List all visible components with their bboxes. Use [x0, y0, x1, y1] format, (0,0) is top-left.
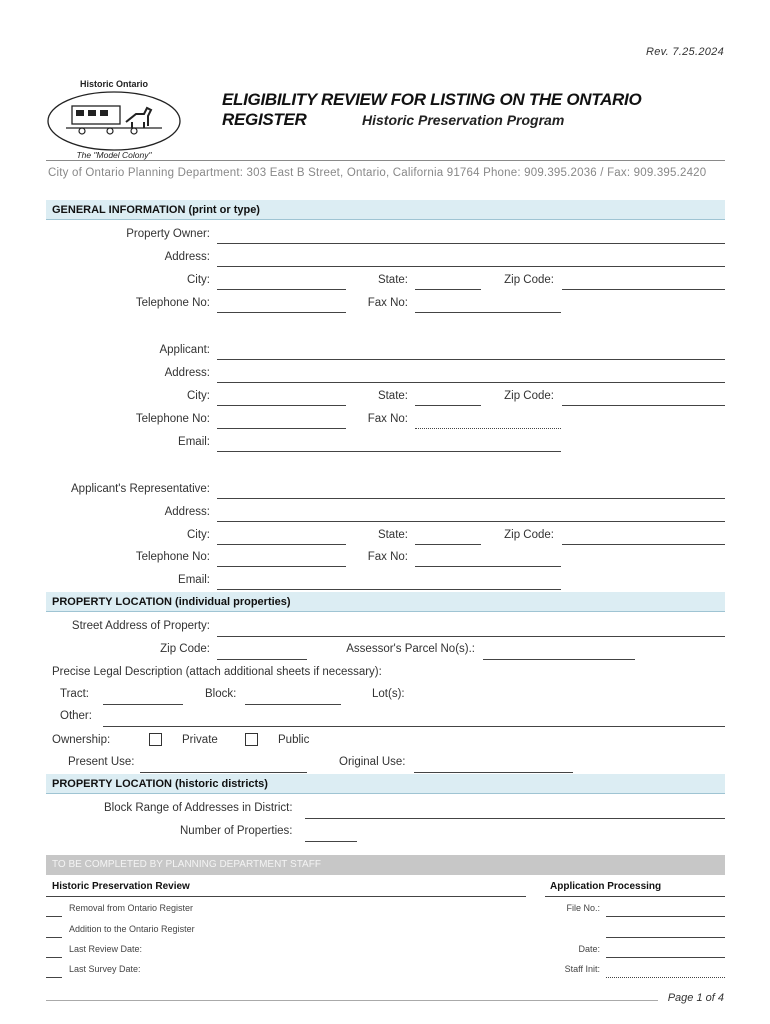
owner-zip-field[interactable]	[562, 289, 725, 290]
applicant-email-label: Email:	[178, 436, 210, 448]
other-label: Other:	[60, 710, 92, 722]
applicant-fax-field[interactable]	[415, 428, 561, 429]
applicant-address-field[interactable]	[217, 382, 725, 383]
block-label: Block:	[205, 688, 237, 700]
applicant-fax-label: Fax No:	[367, 413, 408, 425]
block-range-label: Block Range of Addresses in District:	[104, 802, 293, 814]
representative-field[interactable]	[217, 498, 725, 499]
logo-bottom-text: The "Model Colony"	[76, 150, 152, 160]
applicant-state-label: State:	[377, 390, 408, 402]
owner-city-field[interactable]	[217, 289, 346, 290]
property-location-individual-heading: PROPERTY LOCATION (individual properties)	[46, 592, 725, 612]
logo-top-text: Historic Ontario	[79, 79, 149, 89]
parcel-number-label: Assessor's Parcel No(s).:	[346, 643, 475, 655]
staff-date-label: Date:	[578, 944, 600, 954]
parcel-number-field[interactable]	[483, 659, 635, 660]
file-no-extra-field[interactable]	[606, 937, 725, 938]
present-use-field[interactable]	[140, 772, 307, 773]
owner-label: Property Owner:	[126, 228, 210, 240]
file-no-label: File No.:	[566, 903, 600, 913]
representative-email-label: Email:	[178, 574, 210, 586]
representative-label: Applicant's Representative:	[71, 483, 210, 495]
applicant-city-label: City:	[187, 390, 210, 402]
block-range-field[interactable]	[305, 818, 725, 819]
general-information-heading: GENERAL INFORMATION (print or type)	[46, 200, 725, 220]
representative-address-field[interactable]	[217, 521, 725, 522]
ownership-label: Ownership:	[52, 734, 111, 746]
representative-fax-label: Fax No:	[367, 551, 408, 563]
file-no-field[interactable]	[606, 916, 725, 917]
owner-state-label: State:	[377, 274, 408, 286]
street-address-label: Street Address of Property:	[71, 620, 210, 632]
owner-fax-label: Fax No:	[367, 297, 408, 309]
header-divider	[46, 160, 725, 161]
applicant-zip-field[interactable]	[562, 405, 725, 406]
application-processing-heading: Application Processing	[550, 881, 662, 892]
last-review-label: Last Review Date:	[69, 944, 143, 954]
representative-state-field[interactable]	[415, 544, 481, 545]
applicant-field[interactable]	[217, 359, 725, 360]
private-label: Private	[182, 734, 218, 746]
owner-phone-label: Telephone No:	[135, 297, 210, 309]
representative-phone-field[interactable]	[217, 566, 346, 567]
public-checkbox[interactable]	[245, 733, 258, 746]
owner-zip-label: Zip Code:	[504, 274, 554, 286]
tract-label: Tract:	[60, 688, 89, 700]
removal-label: Removal from Ontario Register	[69, 903, 194, 913]
number-of-properties-field[interactable]	[305, 841, 357, 842]
representative-city-label: City:	[187, 529, 210, 541]
legal-description-label: Precise Legal Description (attach additional sheets if necessary):	[52, 666, 382, 678]
processing-heading-rule	[545, 896, 725, 897]
applicant-email-field[interactable]	[217, 451, 561, 452]
tract-field[interactable]	[103, 704, 183, 705]
owner-fax-field[interactable]	[415, 312, 561, 313]
form-title: ELIGIBILITY REVIEW FOR LISTING ON THE ONTARIO REGISTER	[222, 90, 642, 129]
historic-preservation-review-heading: Historic Preservation Review	[52, 881, 190, 892]
present-use-label: Present Use:	[68, 756, 135, 768]
last-survey-label: Last Survey Date:	[69, 964, 141, 974]
department-info: City of Ontario Planning Department: 303 East B Street, Ontario, California 91764 Phone: 909.395.2036 / Fax: 909.395.2420	[48, 167, 707, 179]
historic-ontario-logo	[44, 78, 184, 160]
revision-date: Rev. 7.25.2024	[646, 46, 724, 58]
last-review-check-line[interactable]	[46, 957, 62, 958]
original-use-field[interactable]	[414, 772, 573, 773]
representative-email-field[interactable]	[217, 589, 561, 590]
applicant-address-label: Address:	[164, 367, 210, 379]
representative-state-label: State:	[377, 529, 408, 541]
representative-fax-field[interactable]	[415, 566, 561, 567]
representative-address-label: Address:	[164, 506, 210, 518]
representative-zip-field[interactable]	[562, 544, 725, 545]
applicant-phone-label: Telephone No:	[135, 413, 210, 425]
staff-initials-field[interactable]	[606, 977, 725, 978]
staff-section-bar: TO BE COMPLETED BY PLANNING DEPARTMENT STAFF	[46, 855, 725, 875]
review-heading-rule	[46, 896, 526, 897]
number-of-properties-label: Number of Properties:	[180, 825, 293, 837]
owner-address-label: Address:	[164, 251, 210, 263]
owner-state-field[interactable]	[415, 289, 481, 290]
last-survey-check-line[interactable]	[46, 977, 62, 978]
removal-check-line[interactable]	[46, 916, 62, 917]
street-address-field[interactable]	[217, 636, 725, 637]
applicant-state-field[interactable]	[415, 405, 481, 406]
owner-phone-field[interactable]	[217, 312, 346, 313]
owner-field[interactable]	[217, 243, 725, 244]
applicant-label: Applicant:	[159, 344, 210, 356]
addition-label: Addition to the Ontario Register	[69, 924, 195, 934]
property-location-districts-heading: PROPERTY LOCATION (historic districts)	[46, 774, 725, 794]
staff-date-field[interactable]	[606, 957, 725, 958]
representative-city-field[interactable]	[217, 544, 346, 545]
original-use-label: Original Use:	[339, 756, 406, 768]
representative-phone-label: Telephone No:	[135, 551, 210, 563]
form-subtitle: Historic Preservation Program	[362, 112, 565, 128]
other-field[interactable]	[103, 726, 725, 727]
owner-address-field[interactable]	[217, 266, 725, 267]
lots-label: Lot(s):	[372, 688, 405, 700]
owner-city-label: City:	[187, 274, 210, 286]
block-field[interactable]	[245, 704, 341, 705]
representative-zip-label: Zip Code:	[504, 529, 554, 541]
public-label: Public	[278, 734, 310, 746]
private-checkbox[interactable]	[149, 733, 162, 746]
footer-rule	[46, 1000, 658, 1001]
property-zip-field[interactable]	[217, 659, 307, 660]
page-number: Page 1 of 4	[667, 992, 724, 1004]
applicant-phone-field[interactable]	[217, 428, 346, 429]
addition-check-line[interactable]	[46, 937, 62, 938]
staff-initials-label: Staff Init:	[564, 964, 600, 974]
property-zip-label: Zip Code:	[160, 643, 210, 655]
applicant-zip-label: Zip Code:	[504, 390, 554, 402]
applicant-city-field[interactable]	[217, 405, 346, 406]
